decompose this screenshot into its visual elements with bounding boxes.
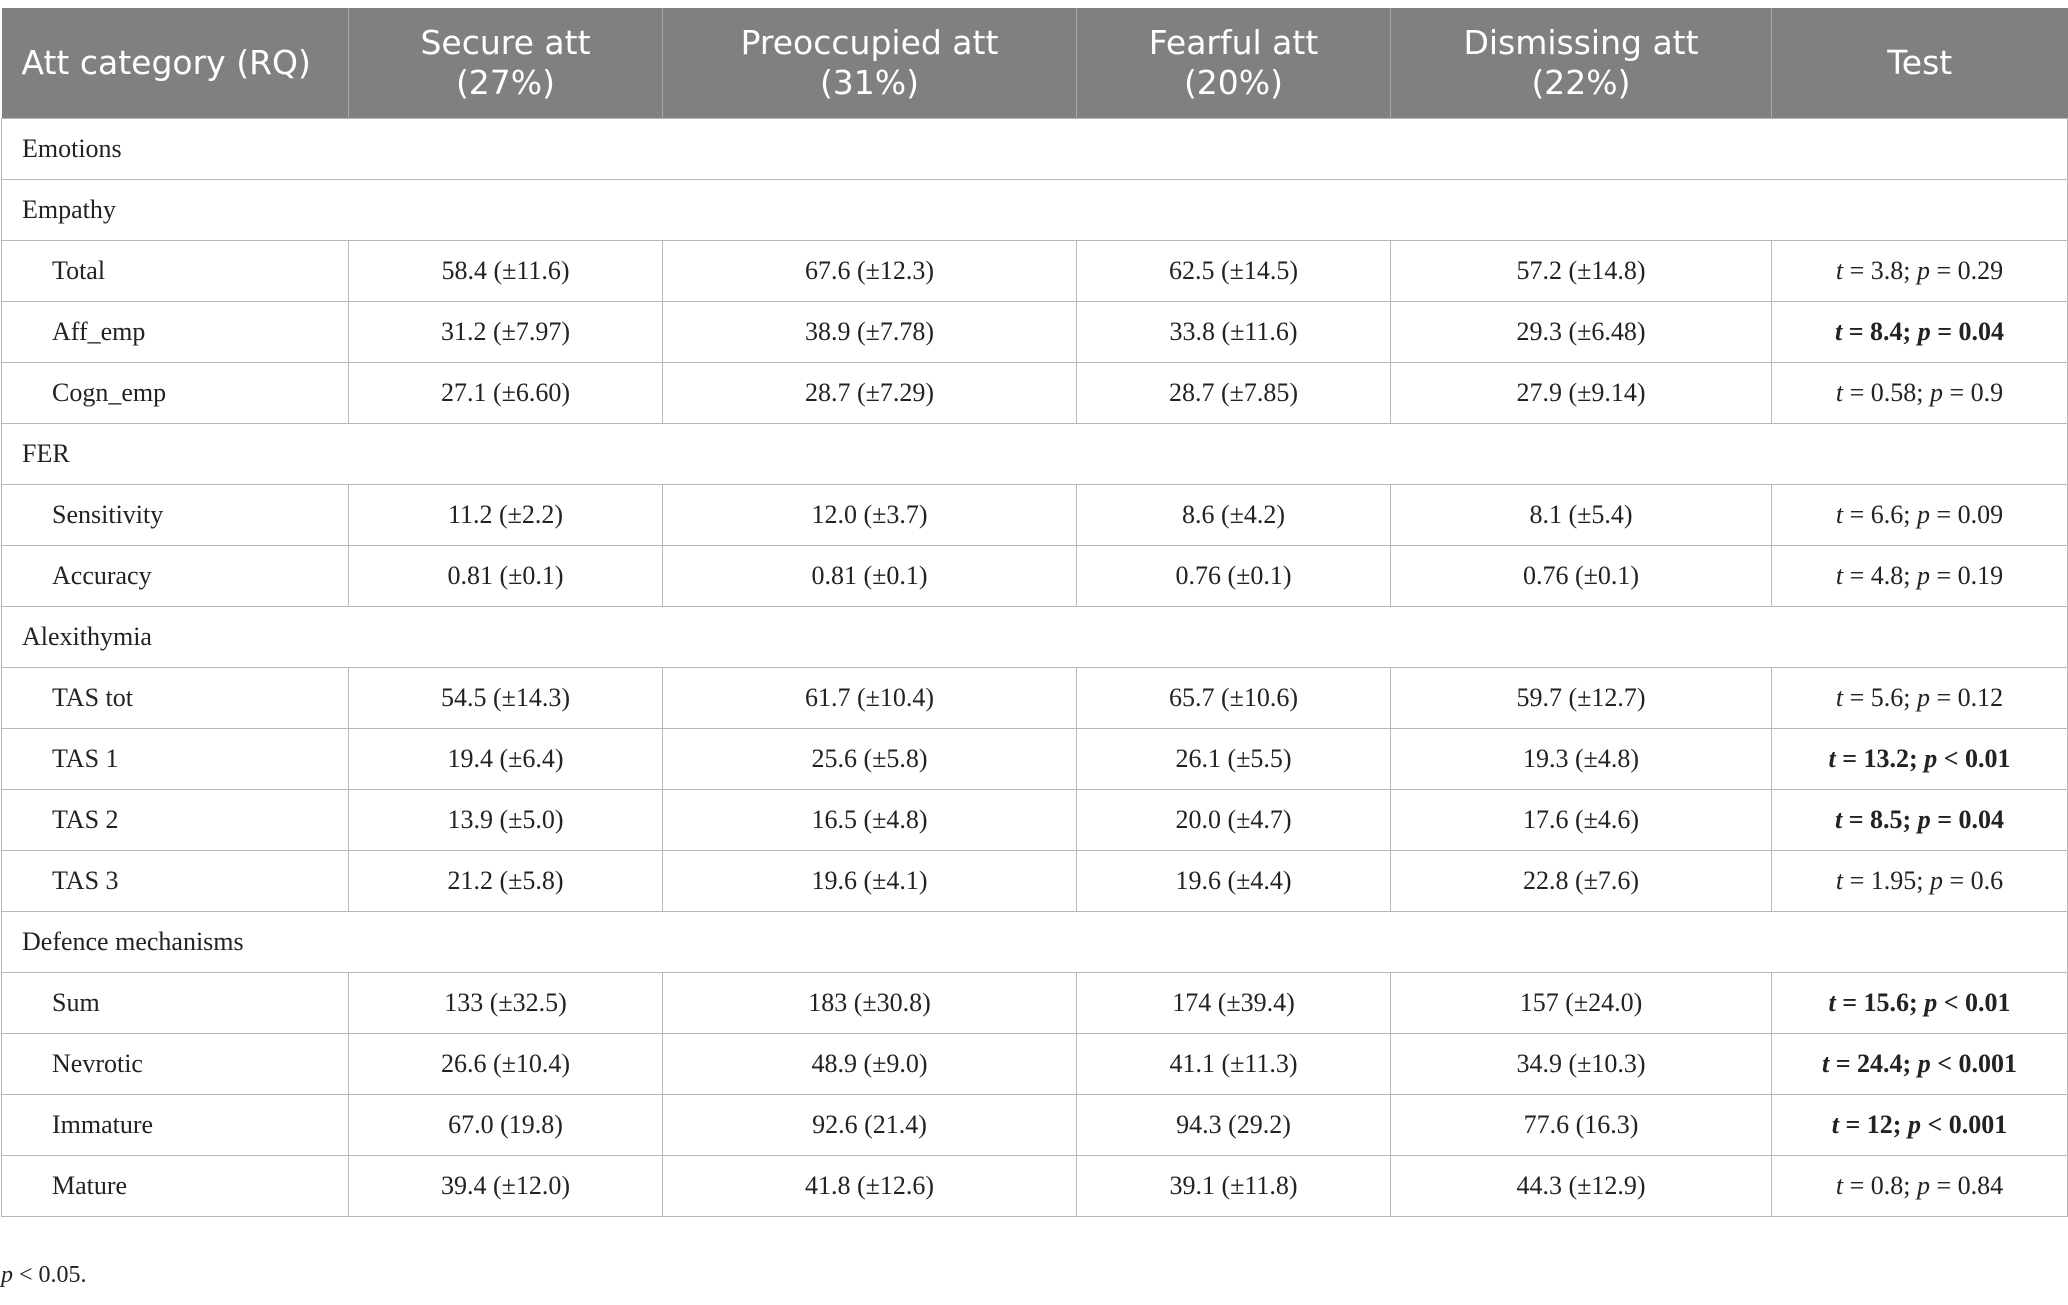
cell-dismissing: 44.3 (±12.9) [1391,1155,1772,1216]
test-t-symbol: t [1835,1170,1844,1200]
cell-dismissing: 27.9 (±9.14) [1391,362,1772,423]
test-p-operator: = [1936,499,1952,529]
cell-secure: 11.2 (±2.2) [349,484,663,545]
column-header-line1: Att category (RQ) [21,42,311,82]
test-p-value: 0.6 [1970,865,2004,895]
cell-test: t = 1.95; p = 0.6 [1772,850,2068,911]
test-p-operator: < [1943,987,1959,1017]
cell-test: t = 3.8; p = 0.29 [1772,240,2068,301]
test-p-symbol: p [1917,316,1931,346]
row-label: TAS 3 [2,850,349,911]
column-header [663,8,1077,118]
row-label: Aff_emp [2,301,349,362]
cell-fearful: 8.6 (±4.2) [1077,484,1391,545]
test-t-value: 8.4 [1870,316,1903,346]
footnote [1,1262,87,1289]
row-label: Sensitivity [2,484,349,545]
test-p-value: 0.04 [1958,804,2005,834]
test-t-symbol: t [1828,987,1836,1017]
test-t-value: 13.2 [1863,743,1910,773]
test-p-symbol: p [1907,1109,1921,1139]
table-row [2,972,2068,1033]
row-label: TAS 1 [2,728,349,789]
cell-secure: 31.2 (±7.97) [349,301,663,362]
cell-dismissing: 0.76 (±0.1) [1391,545,1772,606]
test-p-value: 0.001 [1948,1109,2008,1139]
row-label: TAS tot [2,667,349,728]
cell-secure: 26.6 (±10.4) [349,1033,663,1094]
cell-preoccupied: 25.6 (±5.8) [663,728,1077,789]
table-row [2,789,2068,850]
cell-preoccupied: 183 (±30.8) [663,972,1077,1033]
cell-dismissing: 57.2 (±14.8) [1391,240,1772,301]
row-label: TAS 2 [2,789,349,850]
cell-secure: 54.5 (±14.3) [349,667,663,728]
test-p-operator: < [1927,1109,1943,1139]
cell-dismissing: 22.8 (±7.6) [1391,850,1772,911]
column-header-line1: Secure att [420,22,591,62]
cell-secure: 19.4 (±6.4) [349,728,663,789]
test-p-symbol: p [1916,255,1930,285]
cell-preoccupied: 41.8 (±12.6) [663,1155,1077,1216]
column-header-line1: Test [1887,42,1953,82]
cell-secure: 133 (±32.5) [349,972,663,1033]
row-label: Sum [2,972,349,1033]
test-p-symbol: p [1924,987,1938,1017]
cell-fearful: 39.1 (±11.8) [1077,1155,1391,1216]
test-t-value: 6.6 [1870,499,1904,529]
test-t-symbol: t [1834,804,1843,834]
cell-dismissing: 17.6 (±4.6) [1391,789,1772,850]
cell-secure: 67.0 (19.8) [349,1094,663,1155]
test-p-value: 0.01 [1965,743,2011,773]
row-label: Immature [2,1094,349,1155]
test-t-value: 4.8 [1870,560,1904,590]
table-row [2,667,2068,728]
cell-preoccupied: 38.9 (±7.78) [663,301,1077,362]
test-p-symbol: p [1924,743,1938,773]
section-label: Defence mechanisms [2,911,2068,972]
section-label: FER [2,423,2068,484]
cell-test: t = 0.58; p = 0.9 [1772,362,2068,423]
test-p-value: 0.09 [1957,499,2004,529]
column-header-line2: (31%) [819,62,920,102]
test-t-symbol: t [1835,682,1844,712]
test-p-symbol: p [1929,865,1943,895]
test-p-operator: < [1937,1048,1953,1078]
row-label: Total [2,240,349,301]
row-label: Accuracy [2,545,349,606]
test-t-value: 8.5 [1870,804,1903,834]
test-t-symbol: t [1835,560,1844,590]
test-t-symbol: t [1831,1109,1839,1139]
cell-fearful: 19.6 (±4.4) [1077,850,1391,911]
table-row [2,1155,2068,1216]
test-t-symbol: t [1835,499,1844,529]
test-p-value: 0.84 [1957,1170,2004,1200]
cell-test: t = 6.6; p = 0.09 [1772,484,2068,545]
column-header-line1: Preoccupied att [740,22,999,62]
test-p-value: 0.9 [1970,377,2004,407]
test-p-operator: = [1937,316,1953,346]
test-p-operator: < [1943,743,1959,773]
test-p-value: 0.04 [1958,316,2005,346]
test-t-symbol: t [1835,865,1844,895]
cell-fearful: 26.1 (±5.5) [1077,728,1391,789]
cell-dismissing: 29.3 (±6.48) [1391,301,1772,362]
test-p-value: 0.19 [1957,560,2004,590]
cell-test: t = 13.2; p < 0.01 [1772,728,2068,789]
cell-fearful: 94.3 (29.2) [1077,1094,1391,1155]
section-row [2,179,2068,240]
cell-secure: 13.9 (±5.0) [349,789,663,850]
test-p-symbol: p [1916,499,1930,529]
table-body [2,118,2068,1216]
test-t-symbol: t [1828,743,1836,773]
cell-test: t = 8.4; p = 0.04 [1772,301,2068,362]
column-header [1077,8,1391,118]
section-label: Empathy [2,179,2068,240]
test-p-operator: = [1936,1170,1952,1200]
test-p-symbol: p [1916,560,1930,590]
test-p-symbol: p [1917,804,1931,834]
test-t-value: 24.4 [1857,1048,1903,1078]
test-t-symbol: t [1835,377,1844,407]
cell-secure: 27.1 (±6.60) [349,362,663,423]
cell-preoccupied: 67.6 (±12.3) [663,240,1077,301]
column-header [349,8,663,118]
test-p-symbol: p [1916,682,1930,712]
cell-dismissing: 157 (±24.0) [1391,972,1772,1033]
section-row [2,606,2068,667]
table-row [2,1094,2068,1155]
test-p-operator: = [1949,865,1965,895]
section-label: Emotions [2,118,2068,179]
test-p-operator: = [1937,804,1953,834]
test-t-symbol: t [1821,1048,1830,1078]
column-header [1772,8,2068,118]
row-label: Cogn_emp [2,362,349,423]
cell-preoccupied: 19.6 (±4.1) [663,850,1077,911]
test-p-operator: = [1949,377,1965,407]
cell-preoccupied: 16.5 (±4.8) [663,789,1077,850]
cell-secure: 21.2 (±5.8) [349,850,663,911]
cell-fearful: 33.8 (±11.6) [1077,301,1391,362]
cell-fearful: 174 (±39.4) [1077,972,1391,1033]
footnote-p-symbol: p [1,1262,13,1288]
cell-preoccupied: 48.9 (±9.0) [663,1033,1077,1094]
cell-fearful: 41.1 (±11.3) [1077,1033,1391,1094]
cell-fearful: 20.0 (±4.7) [1077,789,1391,850]
section-row [2,118,2068,179]
cell-preoccupied: 0.81 (±0.1) [663,545,1077,606]
test-t-value: 1.95 [1870,865,1917,895]
test-t-value: 0.58 [1870,377,1917,407]
test-t-value: 5.6 [1870,682,1904,712]
test-p-value: 0.29 [1957,255,2004,285]
cell-secure: 39.4 (±12.0) [349,1155,663,1216]
cell-fearful: 65.7 (±10.6) [1077,667,1391,728]
table-header [2,8,2068,118]
section-row [2,911,2068,972]
test-t-value: 12 [1866,1109,1893,1139]
section-row [2,423,2068,484]
cell-secure: 0.81 (±0.1) [349,545,663,606]
test-t-value: 3.8 [1870,255,1904,285]
cell-secure: 58.4 (±11.6) [349,240,663,301]
cell-test: t = 0.8; p = 0.84 [1772,1155,2068,1216]
table-row [2,728,2068,789]
cell-test: t = 15.6; p < 0.01 [1772,972,2068,1033]
table-row [2,484,2068,545]
test-p-value: 0.12 [1957,682,2004,712]
test-t-value: 15.6 [1863,987,1910,1017]
test-p-operator: = [1936,560,1952,590]
test-p-symbol: p [1917,1048,1931,1078]
table-row [2,362,2068,423]
cell-fearful: 28.7 (±7.85) [1077,362,1391,423]
cell-test: t = 4.8; p = 0.19 [1772,545,2068,606]
cell-dismissing: 34.9 (±10.3) [1391,1033,1772,1094]
cell-dismissing: 8.1 (±5.4) [1391,484,1772,545]
cell-test: t = 8.5; p = 0.04 [1772,789,2068,850]
cell-fearful: 62.5 (±14.5) [1077,240,1391,301]
test-t-value: 0.8 [1870,1170,1904,1200]
cell-preoccupied: 61.7 (±10.4) [663,667,1077,728]
table-row [2,850,2068,911]
table-row [2,240,2068,301]
table-row [2,545,2068,606]
cell-test: t = 12; p < 0.001 [1772,1094,2068,1155]
table-row [2,1033,2068,1094]
column-header [1391,8,1772,118]
test-p-symbol: p [1929,377,1943,407]
test-t-symbol: t [1834,316,1843,346]
cell-test: t = 24.4; p < 0.001 [1772,1033,2068,1094]
column-header-line1: Fearful att [1148,22,1319,62]
column-header-line2: (27%) [455,62,556,102]
test-p-value: 0.01 [1965,987,2011,1017]
cell-dismissing: 19.3 (±4.8) [1391,728,1772,789]
cell-preoccupied: 28.7 (±7.29) [663,362,1077,423]
test-p-symbol: p [1916,1170,1930,1200]
cell-preoccupied: 92.6 (21.4) [663,1094,1077,1155]
row-label: Nevrotic [2,1033,349,1094]
test-p-operator: = [1936,255,1952,285]
test-p-value: 0.001 [1958,1048,2018,1078]
cell-fearful: 0.76 (±0.1) [1077,545,1391,606]
test-p-operator: = [1936,682,1952,712]
cell-dismissing: 77.6 (16.3) [1391,1094,1772,1155]
table-row [2,301,2068,362]
section-label: Alexithymia [2,606,2068,667]
row-label: Mature [2,1155,349,1216]
header-row [2,8,2068,118]
results-table [1,8,2068,1217]
column-header-line2: (20%) [1183,62,1284,102]
column-header-line1: Dismissing att [1463,22,1699,62]
cell-test: t = 5.6; p = 0.12 [1772,667,2068,728]
cell-preoccupied: 12.0 (±3.7) [663,484,1077,545]
test-t-symbol: t [1835,255,1844,285]
column-header [2,8,349,118]
column-header-line2: (22%) [1531,62,1631,102]
cell-dismissing: 59.7 (±12.7) [1391,667,1772,728]
footnote-text: < 0.05. [13,1262,87,1288]
